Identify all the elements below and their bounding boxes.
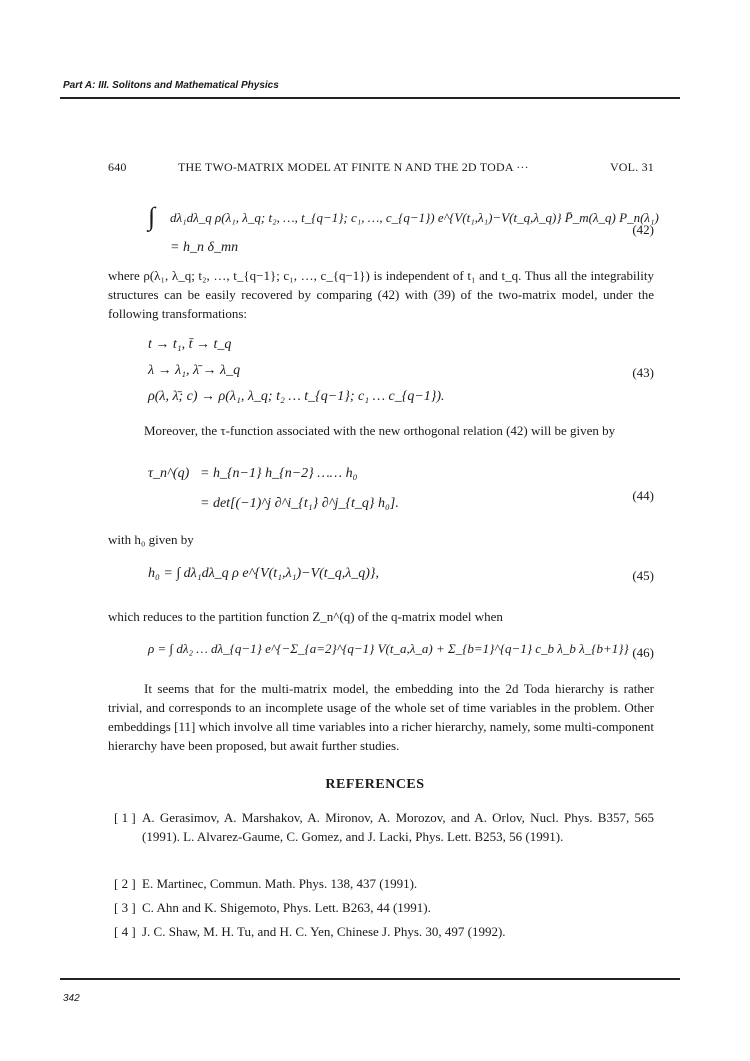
reference-text: C. Ahn and K. Shigemoto, Phys. Lett. B263, 44 (1991). (142, 900, 431, 915)
equation-46 (148, 637, 654, 667)
equation-44 (148, 466, 654, 526)
eq44-number: (44) (632, 488, 654, 503)
reference-number: [ 1 ] (114, 810, 136, 825)
volume-label: VOL. 31 (609, 160, 654, 174)
eq46-body: ρ = ∫ dλ₂ … dλ_{q−1} e^{−Σ_{a=2}^{q−1} V(t_a,λ_a) + Σ_{b=1}^{q−1} c_b λ_b λ_{b+1}} (148, 641, 629, 656)
eq44-line2: = det[(−1)^j ∂^i_{t₁} ∂^j_{t_q} h₀]. (200, 496, 399, 511)
equation-43 (148, 337, 654, 417)
references-heading: REFERENCES (325, 777, 425, 792)
eq43-line1: t → t₁, t̄ → t_q (148, 337, 232, 352)
footer-rule (60, 978, 680, 980)
header-rule (60, 97, 680, 99)
eq43-line2: λ → λ₁, λ̄ → λ_q (148, 363, 241, 378)
eq42-line1: dλ₁dλ_q ρ(λ₁, λ_q; t₂, …, t_{q−1}; c₁, …, c_{q−1}) e^{V(t₁,λ₁)−V(t_q,λ_q)} P̄_m(λ_q) P_n(λ₁) (170, 210, 659, 225)
eq43-number: (43) (632, 365, 654, 380)
eq44-line1: = h_{n−1} h_{n−2} …… h₀ (200, 466, 358, 481)
integral-symbol: ∫ (148, 202, 156, 231)
paragraph-1: where ρ(λ₁, λ_q; t₂, …, t_{q−1}; c₁, …, c_{q−1}) is independent of t₁ and t_q. Thus all the integrability structures can be easily recovered by comparing (42) with (39) of the two-matrix model, under the following transformations: (108, 268, 654, 321)
reference-text: J. C. Shaw, M. H. Tu, and H. C. Yen, Chinese J. Phys. 30, 497 (1992). (142, 924, 506, 939)
reference-text: A. Gerasimov, A. Marshakov, A. Mironov, A. Morozov, and A. Orlov, Nucl. Phys. B357, 565 (1991). L. Alvarez-Gaume, C. Gomez, and J. Lacki, Phys. Lett. B253, 56 (1991). (142, 810, 654, 844)
paragraph-2: Moreover, the τ-function associated with the new orthogonal relation (42) will be given by (144, 423, 616, 438)
eq43-line3: ρ(λ, λ̄; c) → ρ(λ₁, λ_q; t₂ … t_{q−1}; c₁ … c_{q−1}). (148, 389, 445, 404)
eq45-body: h₀ = ∫ dλ₁dλ_q ρ e^{V(t₁,λ₁)−V(t_q,λ_q)}, (148, 566, 380, 581)
reference-text: E. Martinec, Commun. Math. Phys. 138, 437 (1991). (142, 876, 418, 891)
reference-item (108, 808, 654, 866)
running-title: THE TWO-MATRIX MODEL AT FINITE N AND THE 2D TODA ··· (178, 160, 529, 174)
page-number: 640 (108, 160, 127, 174)
reference-item (108, 874, 654, 894)
reference-number: [ 4 ] (114, 924, 136, 939)
eq42-line2: = h_n δ_mn (170, 240, 239, 255)
reference-item (108, 898, 654, 918)
reference-number: [ 2 ] (114, 876, 136, 891)
reference-number: [ 3 ] (114, 900, 136, 915)
paragraph-5: It seems that for the multi-matrix model, the embedding into the 2d Toda hierarchy is rather trivial, and corresponds to an incomplete usage of the whole set of time variables in the problem. Other embeddings [11] which involve all time variables into a richer hierarchy, namely, some multi-component hierarchy have been proposed, but await further studies. (108, 681, 654, 753)
equation-45 (148, 562, 654, 592)
eq46-number: (46) (632, 645, 654, 660)
equation-42 (148, 202, 659, 255)
eq42-number: (42) (632, 222, 654, 237)
paragraph-3: with h₀ given by (108, 532, 194, 547)
paragraph-4: which reduces to the partition function Z_n^(q) of the q-matrix model when (108, 609, 503, 624)
footer-page-number: 342 (63, 993, 80, 1004)
eq44-lhs: τ_n^(q) (148, 466, 190, 481)
eq45-number: (45) (632, 568, 654, 583)
part-header: Part A: III. Solitons and Mathematical Physics (63, 80, 279, 91)
reference-item (108, 922, 654, 942)
